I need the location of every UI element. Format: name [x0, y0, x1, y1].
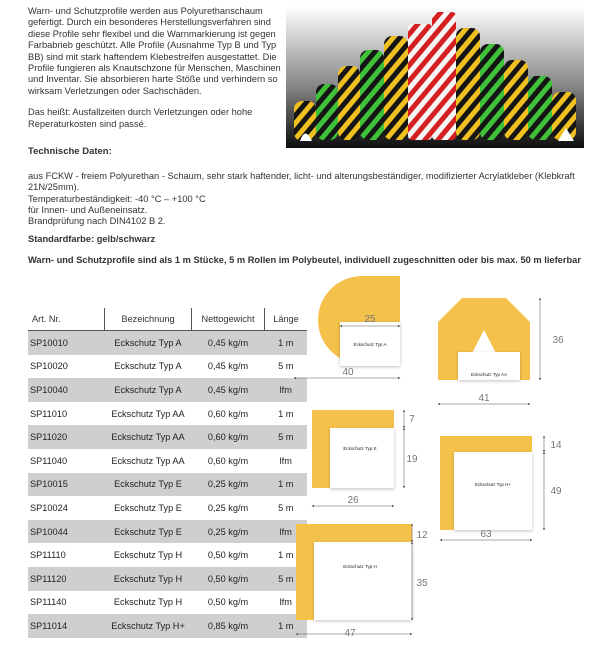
cell-nettogewicht: 0,45 kg/m — [192, 331, 265, 355]
cell-bezeichnung: Eckschutz Typ H+ — [105, 614, 192, 638]
cell-nettogewicht: 0,60 kg/m — [207, 408, 249, 419]
typ-aa-label: Eckschutz Typ AA — [471, 372, 507, 377]
cell-art-nr: SP11120 — [28, 567, 105, 591]
technical-data-line: Brandprüfung nach DIN4102 B 2. — [28, 216, 166, 227]
cell-bezeichnung: Eckschutz Typ E — [105, 473, 192, 497]
typ-e-dim-thickness: 7 — [409, 414, 415, 425]
technical-data-line: Temperaturbeständigkeit: -40 °C – +100 °C — [28, 193, 206, 204]
cell-laenge: lfm — [265, 520, 308, 544]
cell-nettogewicht: 0,25 kg/m — [192, 473, 265, 497]
header-laenge: Länge — [265, 308, 308, 331]
cell-laenge: 1 m — [265, 331, 308, 355]
typ-hplus-label-box — [454, 452, 532, 530]
cell-art-nr: SP10010 — [28, 331, 105, 355]
table-row — [28, 425, 307, 449]
technical-data-line: aus FCKW - freiem Polyurethan - Schaum, sehr stark haftender, licht- und alterungsbeständiger, modifizierter Acrylatkleber (Klebkraft 21N/25mm). — [28, 171, 575, 193]
cell-nettogewicht: 0,50 kg/m — [207, 550, 249, 561]
cell-laenge: 1 m — [278, 550, 294, 561]
cell-bezeichnung: Eckschutz Typ A — [105, 378, 192, 402]
cell-bezeichnung: Eckschutz Typ H — [105, 567, 192, 591]
cell-bezeichnung: Eckschutz Typ A — [114, 361, 182, 372]
typ-e-dim-height: 19 — [406, 454, 418, 465]
table-row — [28, 402, 307, 426]
cell-art-nr: SP11014 — [28, 614, 105, 638]
cell-nettogewicht: 0,25 kg/m — [207, 502, 249, 513]
cell-laenge: 5 m — [265, 567, 308, 591]
cell-nettogewicht: 0,60 kg/m — [207, 455, 249, 466]
delivery-note: Warn- und Schutzprofile sind als 1 m Stücke, 5 m Rollen im Polybeutel, individuell zugeschnitten oder bis max. 50 m lieferbar — [28, 255, 581, 265]
technical-data-line: für Innen- und Außeneinsatz. — [28, 204, 148, 215]
intro-paragraph: Das heißt: Ausfallzeiten durch Verletzungen oder hohe Reperaturkosten sind passé. — [28, 107, 253, 129]
cell-laenge: lfm — [279, 455, 292, 466]
profile-diagrams — [288, 270, 600, 653]
header-art-nr: Art. Nr. — [28, 308, 105, 331]
table-row — [28, 520, 307, 544]
table-row — [28, 331, 307, 355]
cell-laenge: lfm — [279, 597, 292, 608]
intro-paragraph: Warn- und Schutzprofile werden aus Polyurethanschaum gefertigt. Durch ein besonderes Herstellungsverfahren sind diese Profile sehr flexibel und die Warnmarkierung ist gegen Farbabrieb geschützt. Alle Profile (Ausnahme Typ B und Typ BB) sind mit stark haftendem Klebestreifen ausgestattet. Die Profile fungieren als Knautschzone für Menschen, Maschinen und Inventar. Sie absorbieren harte Stöße und verhindern so wirksam Verletzungen oder Sachschäden. — [28, 6, 281, 96]
cell-art-nr: SP10015 — [28, 473, 105, 497]
typ-e-label-box — [330, 428, 394, 488]
cell-nettogewicht: 0,50 kg/m — [192, 567, 265, 591]
table-row — [28, 378, 307, 402]
cell-art-nr: SP10040 — [28, 378, 105, 402]
cell-laenge: 5 m — [278, 361, 294, 372]
cell-laenge: 1 m — [265, 614, 308, 638]
cell-bezeichnung: Eckschutz Typ AA — [105, 425, 192, 449]
cell-art-nr: SP10024 — [30, 502, 68, 513]
cell-art-nr: SP10044 — [28, 520, 105, 544]
cell-laenge: 1 m — [265, 473, 308, 497]
header-bezeichnung: Bezeichnung — [105, 308, 192, 331]
table-row — [28, 591, 307, 615]
diagram-typ-hplus — [440, 436, 562, 540]
typ-hplus-dim-height: 49 — [550, 486, 562, 497]
cell-art-nr: SP10020 — [30, 361, 68, 372]
diagram-typ-aa — [438, 298, 564, 404]
typ-h-label: Eckschutz Typ H — [343, 564, 377, 569]
table-row — [28, 449, 307, 473]
typ-aa-dim-height: 36 — [552, 335, 564, 346]
typ-a-dim-width: 40 — [342, 367, 354, 378]
table-row — [28, 614, 307, 638]
typ-h-label-box — [314, 542, 412, 620]
header-nettogewicht: Nettogewicht — [192, 308, 265, 331]
cell-laenge: 5 m — [265, 425, 308, 449]
table-row — [28, 543, 307, 567]
typ-a-dim-inner: 25 — [364, 314, 376, 325]
cell-art-nr: SP11020 — [28, 425, 105, 449]
cell-bezeichnung: Eckschutz Typ E — [105, 520, 192, 544]
table-row — [28, 473, 307, 497]
typ-e-dim-width: 26 — [347, 495, 359, 506]
cell-bezeichnung: Eckschutz Typ AA — [111, 455, 185, 466]
standard-color: Standardfarbe: gelb/schwarz — [28, 234, 156, 244]
diagram-typ-a — [294, 276, 400, 378]
product-photo — [286, 6, 584, 148]
cell-bezeichnung: Eckschutz Typ H — [113, 597, 183, 608]
cell-laenge: lfm — [265, 378, 308, 402]
table-row — [28, 567, 307, 591]
cell-nettogewicht: 0,85 kg/m — [192, 614, 265, 638]
product-table — [28, 308, 307, 638]
cell-bezeichnung: Eckschutz Typ A — [105, 331, 192, 355]
typ-hplus-dim-width: 63 — [480, 529, 492, 540]
table-row — [28, 355, 307, 379]
cell-bezeichnung: Eckschutz Typ AA — [111, 408, 185, 419]
typ-h-dim-height: 35 — [416, 578, 428, 589]
intro-text — [28, 6, 284, 140]
table-row — [28, 496, 307, 520]
cell-nettogewicht: 0,45 kg/m — [192, 378, 265, 402]
cell-nettogewicht: 0,60 kg/m — [192, 425, 265, 449]
cell-bezeichnung: Eckschutz Typ E — [114, 502, 182, 513]
typ-aa-dim-width: 41 — [478, 393, 490, 404]
cell-nettogewicht: 0,50 kg/m — [207, 597, 249, 608]
table-header-row — [28, 308, 307, 331]
technical-data-heading: Technische Daten: — [28, 146, 112, 157]
cell-nettogewicht: 0,25 kg/m — [192, 520, 265, 544]
cell-art-nr: SP11110 — [30, 550, 66, 561]
typ-h-dim-width: 47 — [344, 628, 356, 639]
cell-bezeichnung: Eckschutz Typ H — [113, 550, 183, 561]
cell-art-nr: SP11040 — [30, 455, 68, 466]
cell-laenge: 1 m — [278, 408, 294, 419]
cell-art-nr: SP11010 — [30, 408, 68, 419]
cell-art-nr: SP11140 — [30, 597, 67, 608]
typ-h-dim-thickness: 12 — [416, 530, 428, 541]
cell-nettogewicht: 0,45 kg/m — [207, 361, 249, 372]
typ-hplus-label: Eckschutz Typ H+ — [474, 482, 512, 487]
cell-laenge: 5 m — [278, 502, 294, 513]
diagram-typ-e — [312, 410, 418, 506]
diagram-typ-h — [296, 524, 428, 639]
typ-a-label: Eckschutz Typ A — [353, 342, 387, 347]
technical-data — [28, 146, 588, 227]
typ-hplus-dim-thickness: 14 — [550, 440, 562, 451]
typ-e-label: Eckschutz Typ E — [343, 446, 377, 451]
